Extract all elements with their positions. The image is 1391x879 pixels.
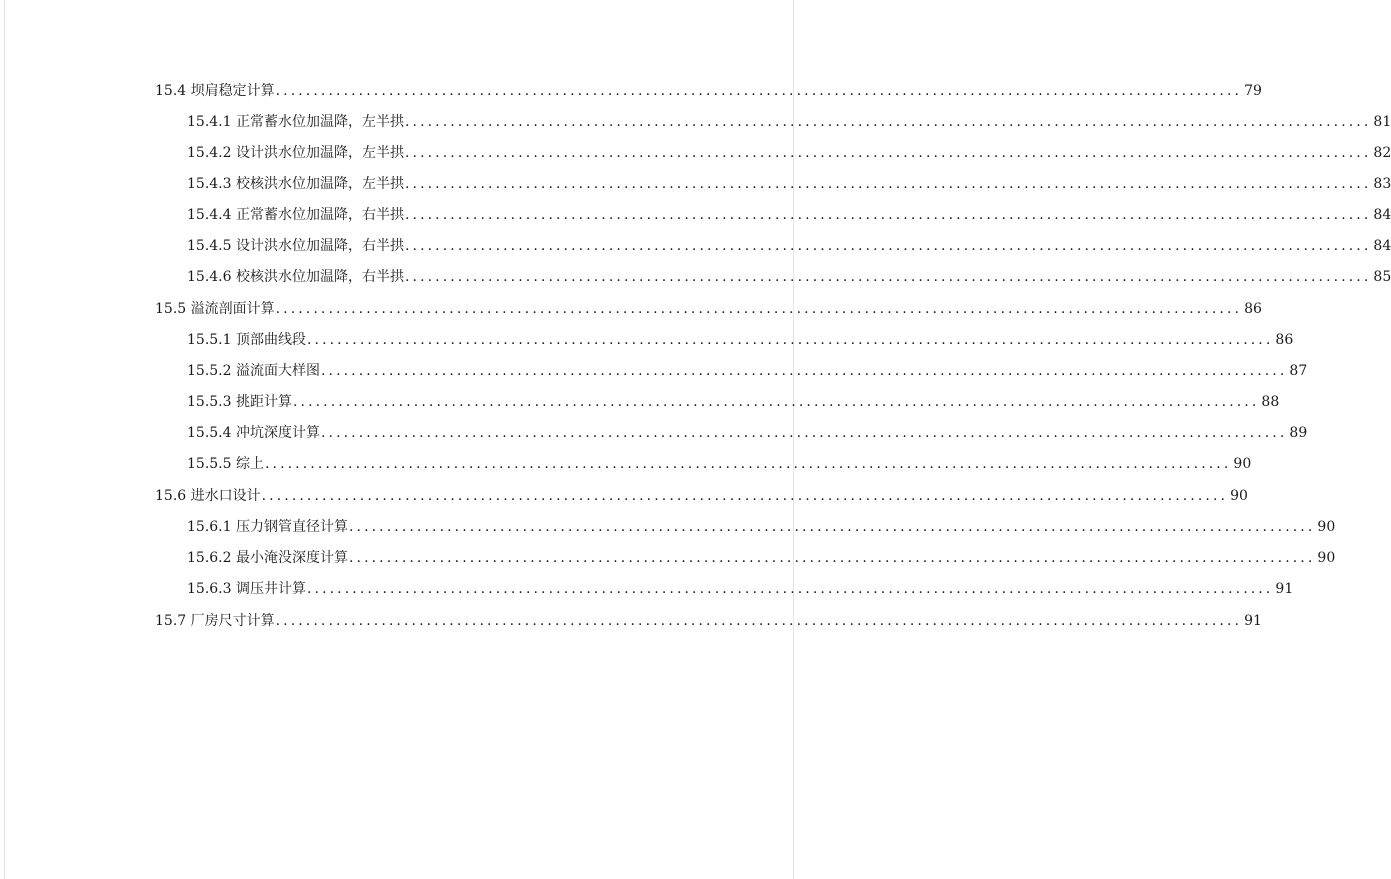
toc-page-number: 86 [1275,332,1294,348]
toc-page-number: 79 [1244,83,1262,99]
toc-page-number: 91 [1244,613,1262,629]
toc-entry-15-5-4[interactable] [187,423,1308,443]
toc-leader-dots: ................................................................................................................................ [306,332,1274,348]
toc-leader-dots: ................................................................................................................................ [404,145,1372,161]
toc-entry-label: 15.4.6 校核洪水位加温降，右半拱 [187,269,404,285]
toc-entry-15-6[interactable] [155,486,1248,506]
toc-leader-dots: ................................................................................................................................ [404,176,1372,192]
toc-page-number: 86 [1244,301,1262,317]
toc-entry-label: 15.6.1 压力钢管直径计算 [187,519,348,535]
toc-leader-dots: ................................................................................................................................ [320,425,1288,441]
toc-entry-15-4-4[interactable] [187,205,1391,225]
toc-entry-label: 15.4.3 校核洪水位加温降，左半拱 [187,176,404,192]
toc-entry-15-5-1[interactable] [187,330,1294,350]
toc-entry-label: 15.4.1 正常蓄水位加温降，左半拱 [187,114,404,130]
toc-page-number: 88 [1261,394,1280,410]
toc-leader-dots: ................................................................................................................................ [404,207,1372,223]
document-page [4,0,1391,879]
toc-leader-dots: ................................................................................................................................ [306,581,1274,597]
toc-entry-15-6-1[interactable] [187,517,1336,537]
toc-entry-15-4-6[interactable] [187,267,1391,287]
toc-leader-dots: ................................................................................................................................ [404,269,1372,285]
toc-entry-15-5-2[interactable] [187,361,1308,381]
toc-page-number: 90 [1233,456,1252,472]
toc-entry-15-6-2[interactable] [187,548,1336,568]
toc-entry-label: 15.5.3 挑距计算 [187,394,292,410]
toc-entry-15-4-3[interactable] [187,174,1391,194]
toc-page-number: 81 [1373,114,1391,130]
toc-page-number: 87 [1289,363,1308,379]
toc-entry-label: 15.6.2 最小淹没深度计算 [187,550,348,566]
toc-entry-label: 15.4.2 设计洪水位加温降，左半拱 [187,145,404,161]
toc-entry-15-5-3[interactable] [187,392,1280,412]
toc-entry-15-5-5[interactable] [187,454,1252,474]
toc-entry-label: 15.5.1 顶部曲线段 [187,332,306,348]
toc-leader-dots: ................................................................................................................................ [292,394,1260,410]
toc-leader-dots: ................................................................................................................................ [348,519,1316,535]
toc-leader-dots: ................................................................................................................................ [275,613,1243,629]
toc-leader-dots: ................................................................................................................................ [404,114,1372,130]
toc-page-number: 82 [1373,145,1391,161]
toc-page-number: 85 [1373,269,1391,285]
toc-leader-dots: ................................................................................................................................ [264,456,1232,472]
toc-entry-label: 15.5.2 溢流面大样图 [187,363,320,379]
toc-page-number: 89 [1289,425,1308,441]
toc-entry-label: 15.6.3 调压井计算 [187,581,306,597]
toc-entry-label: 15.4 坝肩稳定计算 [155,83,275,99]
toc-entry-label: 15.7 厂房尺寸计算 [155,613,275,629]
toc-page-number: 84 [1373,207,1391,223]
toc-entry-label: 15.5.4 冲坑深度计算 [187,425,320,441]
toc-entry-label: 15.5.5 综上 [187,456,264,472]
toc-entry-label: 15.6 进水口设计 [155,488,261,504]
toc-entry-15-4-1[interactable] [187,112,1391,132]
toc-leader-dots: ................................................................................................................................ [275,301,1243,317]
toc-page-number: 90 [1317,519,1336,535]
toc-page-number: 90 [1230,488,1248,504]
toc-entry-15-6-3[interactable] [187,579,1294,599]
toc-page-number: 83 [1373,176,1391,192]
toc-leader-dots: ................................................................................................................................ [275,83,1243,99]
table-of-contents [5,0,1391,879]
toc-page-number: 91 [1275,581,1294,597]
toc-page-number: 84 [1373,238,1391,254]
toc-entry-15-5[interactable] [155,299,1262,319]
toc-entry-15-7[interactable] [155,611,1262,631]
toc-page-number: 90 [1317,550,1336,566]
toc-leader-dots: ................................................................................................................................ [404,238,1372,254]
toc-entry-15-4[interactable] [155,81,1262,101]
toc-entry-15-4-2[interactable] [187,143,1391,163]
toc-leader-dots: ................................................................................................................................ [320,363,1288,379]
toc-entry-15-4-5[interactable] [187,236,1391,256]
toc-entry-label: 15.4.4 正常蓄水位加温降，右半拱 [187,207,404,223]
toc-leader-dots: ................................................................................................................................ [261,488,1229,504]
toc-leader-dots: ................................................................................................................................ [348,550,1316,566]
toc-entry-label: 15.4.5 设计洪水位加温降，右半拱 [187,238,404,254]
toc-entry-label: 15.5 溢流剖面计算 [155,301,275,317]
